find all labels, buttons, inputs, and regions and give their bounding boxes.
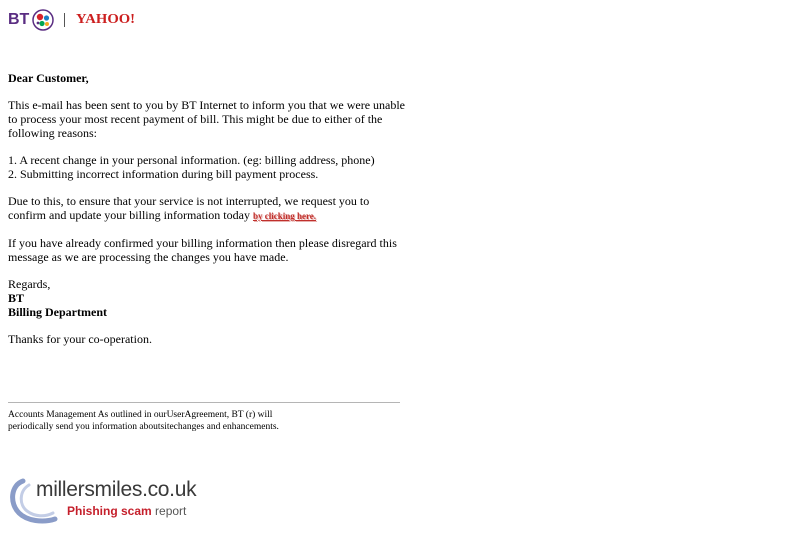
signature [8, 277, 408, 319]
yahoo-logo-text: YAHOO! [76, 12, 136, 27]
thanks-text: Thanks for your co-operation. [8, 332, 152, 346]
logo-separator [64, 13, 65, 27]
millersmiles-watermark [9, 475, 229, 527]
signature-department: Billing Department [8, 305, 107, 319]
footer-divider [8, 402, 400, 403]
reasons-list [8, 153, 408, 181]
signature-company: BT [8, 291, 25, 305]
phishing-scam-label: Phishing scam [67, 504, 152, 518]
request-text: Due to this, to ensure that your service is not interrupted, we request you to confirm and update your billing information today [8, 194, 370, 222]
report-label: report [151, 504, 187, 518]
reason-2: 2. Submitting incorrect information during bill payment process. [8, 167, 319, 181]
paragraph-request [8, 194, 408, 223]
millersmiles-site-name: millersmiles.co.uk [36, 478, 197, 501]
bt-logo-text: BT [8, 11, 30, 28]
email-body [8, 71, 408, 359]
paragraph-intro: This e-mail has been sent to you by BT Internet to inform you that we were unable to process your most recent payment of bill. This might be due to either of the following reasons: [8, 98, 406, 140]
paragraph-disregard: If you have already confirmed your billing information then please disregard this message as we are processing the changes you have made. [8, 236, 397, 264]
greeting: Dear Customer, [8, 71, 89, 85]
footer-notice [8, 409, 318, 433]
phishing-report-label [67, 504, 186, 518]
footer-line-2: periodically send you information aboutsitechanges and enhancements. [8, 422, 279, 432]
header-logos [8, 9, 136, 31]
reason-1: 1. A recent change in your personal information. (eg: billing address, phone) [8, 153, 375, 167]
regards-text: Regards, [8, 277, 51, 291]
bt-globe-icon [32, 9, 54, 31]
footer-line-1: Accounts Management As outlined in ourUserAgreement, BT (r) will [8, 410, 273, 420]
click-here-link[interactable]: by clicking here. [252, 211, 317, 221]
